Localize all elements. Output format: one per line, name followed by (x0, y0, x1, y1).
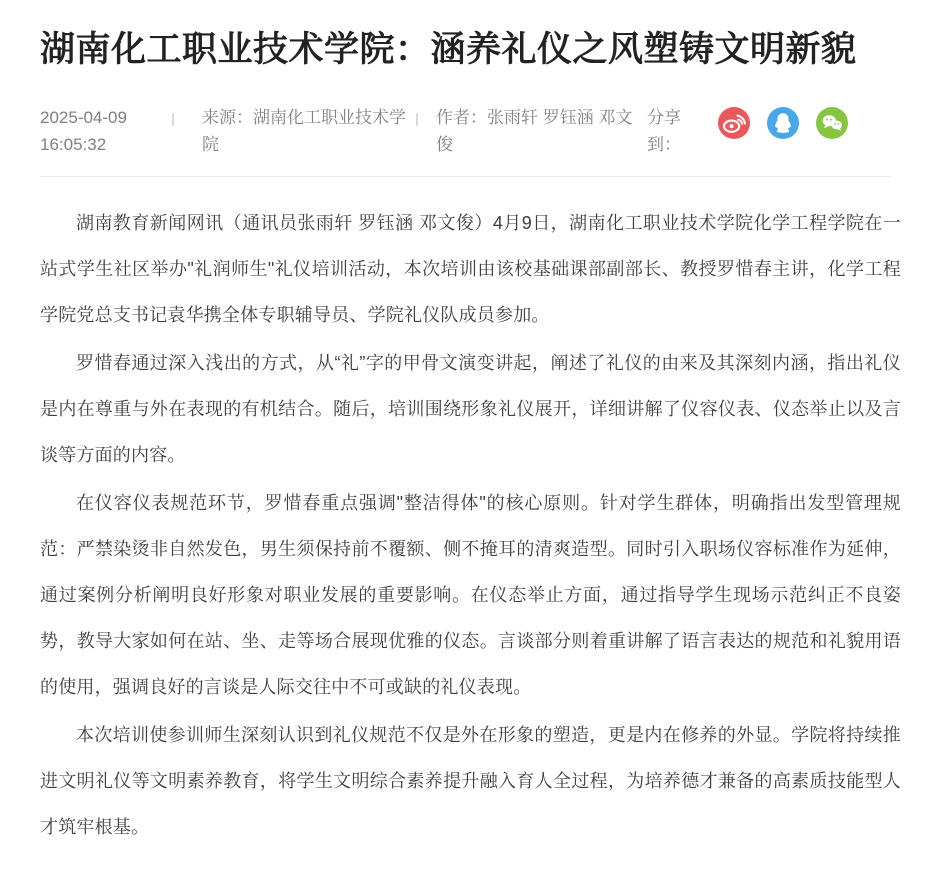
paragraph-3: 在仪容仪表规范环节，罗惜春重点强调"整洁得体"的核心原则。针对学生群体，明确指出发型管理规范：严禁染烫非自然发色，男生须保持前不覆额、侧不掩耳的清爽造型。同时引入职场仪容标准作为延伸，通过案例分析阐明良好形象对职业发展的重要影响。在仪态举止方面，通过指导学生现场示范纠正不良姿势，教导大家如何在站、坐、走等场合展现优雅的仪态。言谈部分则着重讲解了语言表达的规范和礼貌用语的使用，强调良好的言谈是人际交往中不可或缺的礼仪表现。 (40, 493, 901, 697)
author-label: 作者：张雨轩 罗钰涵 邓文俊 (436, 108, 633, 154)
meta-divider (172, 113, 174, 126)
source-label: 来源：湖南化工职业技术学院 (202, 108, 406, 154)
page-title: 湖南化工职业技术学院：涵养礼仪之风塑铸文明新貌 (40, 30, 857, 69)
share-label: 分享到： (647, 108, 681, 154)
paragraph-4: 本次培训使参训师生深刻认识到礼仪规范不仅是外在形象的塑造，更是内在修养的外显。学院将持续推进文明礼仪等文明素养教育，将学生文明综合素养提升融入育人全过程，为培养德才兼备的高素质技能型人才筑牢根基。 (40, 725, 901, 837)
share-bar (647, 104, 848, 158)
qq-share-icon[interactable] (767, 107, 799, 139)
weibo-share-icon[interactable] (718, 107, 750, 139)
qq-icon (767, 107, 799, 139)
paragraph-1: 湖南教育新闻网讯（通讯员张雨轩 罗钰涵 邓文俊）4月9日，湖南化工职业技术学院化学工程学院在一站式学生社区举办"礼润师生"礼仪培训活动，本次培训由该校基础课部副部长、教授罗惜春主讲，化学工程学院党总支书记袁华携全体专职辅导员、学院礼仪队成员参加。 (40, 213, 901, 325)
paragraph-2: 罗惜春通过深入浅出的方式，从“礼”字的甲骨文演变讲起，阐述了礼仪的由来及其深刻内涵，指出礼仪是内在尊重与外在表现的有机结合。随后，培训围绕形象礼仪展开，详细讲解了仪容仪表、仪态举止以及言谈等方面的内容。 (40, 353, 901, 465)
wechat-share-icon[interactable] (816, 107, 848, 139)
publish-datetime: 2025-04-09 16:05:32 (40, 108, 127, 154)
article-body (40, 200, 901, 850)
share-buttons (718, 107, 848, 139)
meta-bar (40, 104, 901, 158)
wechat-icon (816, 107, 848, 139)
meta-divider (416, 113, 418, 126)
section-divider (40, 176, 891, 177)
weibo-icon (718, 107, 750, 139)
